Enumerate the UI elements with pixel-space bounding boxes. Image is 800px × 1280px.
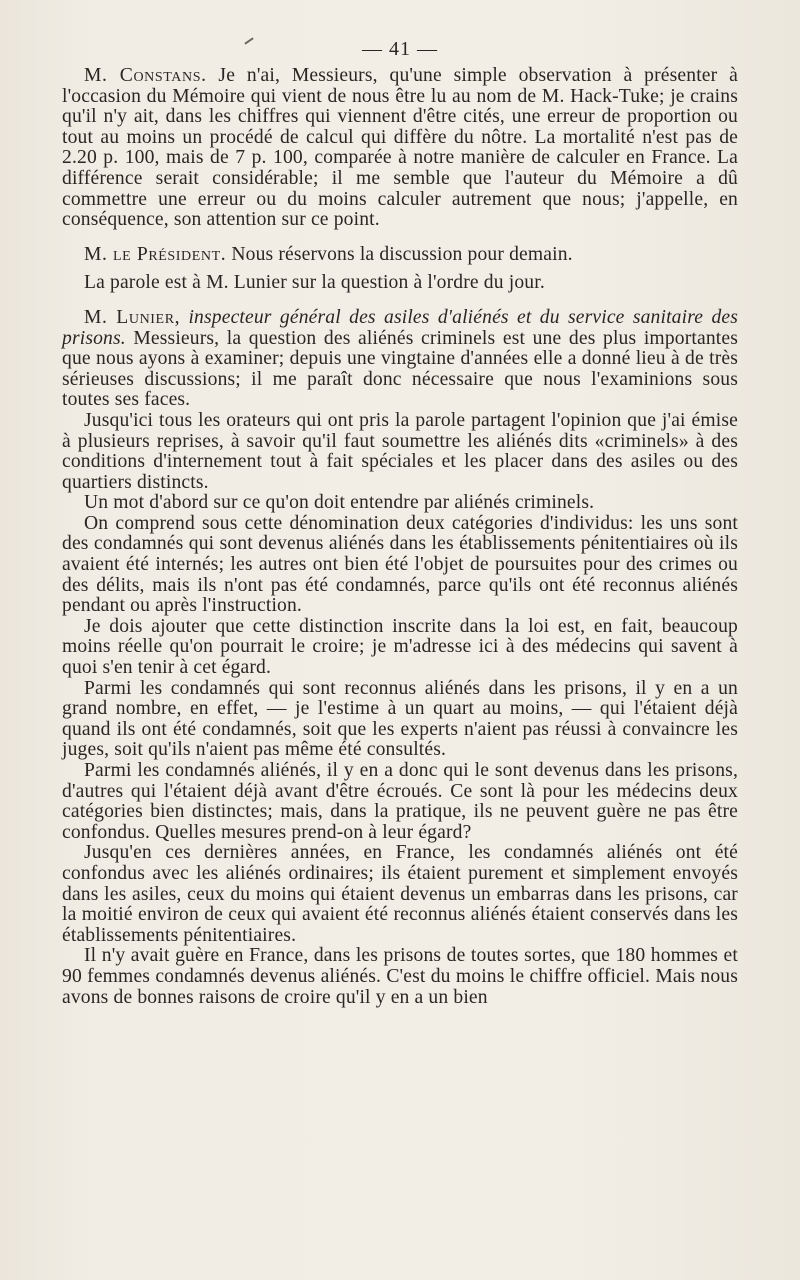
paragraph-parole (62, 273, 738, 294)
paragraph: Jusqu'en ces dernières années, en France, les condamnés aliénés ont été confondus avec les aliénés ordinaires; ils étaient purement et simplement envoyés dans les asiles, ceux du moins qui étaient devenus un embarras dans les prisons, car la moitié environ de ceux qui avaient été reconnus aliénés étaient conservés dans les établissements pénitentiaires. (62, 842, 738, 946)
body-text (62, 66, 738, 1008)
speaker-name: M. le Président. (84, 243, 227, 265)
speaker-title: inspecteur général des asiles d'aliénés et du service sanitaire des prisons. (62, 306, 739, 349)
paragraph: Un mot d'abord sur ce qu'on doit entendre par aliénés criminels. (84, 492, 595, 514)
paragraph: Je dois ajouter que cette distinction inscrite dans la loi est, en fait, beaucoup moins réelle qu'on pourrait le croire; je m'adresse ici à des médecins qui savent à quoi s'en tenir à cet égard. (62, 615, 738, 679)
paragraph: On comprend sous cette dénomination deux catégories d'individus: les uns sont des condamnés qui sont devenus aliénés dans les établissements pénitentiaires où ils avaient été internés; les autres ont bien été l'objet de poursuites pour des crimes ou des délits, mais ils n'ont pas été condamnés, parce qu'ils ont été reconnus aliénés pendant ou après l'instruction. (62, 512, 738, 617)
paragraph-text: Nous réservons la discussion pour demain. (226, 243, 573, 265)
paragraph-president (62, 245, 738, 266)
paragraph-lunier (62, 308, 738, 411)
paragraph-constans (62, 66, 738, 231)
speaker-name: M. Constans. (84, 65, 207, 86)
speaker-name: M. Lunier, (84, 306, 181, 328)
paragraph-text: La parole est à M. Lunier sur la question à l'ordre du jour. (84, 272, 545, 294)
paragraph-text: Je n'ai, Messieurs, qu'une simple observation à présenter à l'occasion du Mémoire qui vient de nous être lu au nom de M. Hack-Tuke; je crains qu'il n'y ait, dans les chiffres qui viennent d'être cités, une erreur de proportion ou tout au moins un procédé de calcul qui diffère du nôtre. La mortalité n'est pas de 2.20 p. 100, mais de 7 p. 100, comparée à notre manière de calculer en France. La différence serait considérable; il me semble que l'auteur du Mémoire a dû commettre une erreur ou du moins calculer autrement que nous; j'appelle, en conséquence, son attention sur ce point. (62, 65, 738, 231)
page-number: — 41 — (362, 38, 438, 60)
paragraph-text: Messieurs, la question des aliénés criminels est une des plus importantes que nous ayons à examiner; depuis une vingtaine d'années elle a donné lieu à de très sérieuses discussions; il me paraît donc nécessaire que nous l'examinions sous toutes ses faces. (62, 327, 738, 411)
paragraph: Il n'y avait guère en France, dans les prisons de toutes sortes, que 180 hommes et 90 femmes condamnés devenus aliénés. C'est du moins le chiffre officiel. Mais nous avons de bonnes raisons de croire qu'il y en a un bien (62, 945, 738, 1008)
paragraph: Jusqu'ici tous les orateurs qui ont pris la parole partagent l'opinion que j'ai émise à plusieurs reprises, à savoir qu'il faut soumettre les aliénés dits «criminels» à des conditions d'internement tout à fait spéciales et les placer dans des asiles ou des quartiers distincts. (62, 409, 738, 493)
paragraph: Parmi les condamnés aliénés, il y en a donc qui le sont devenus dans les prisons, d'autres qui l'étaient déjà avant d'être écroués. Ce sont là pour les médecins deux catégories bien distinctes; mais, dans la pratique, ils ne peuvent guère ne pas être confondus. Quelles mesures prend-on à leur égard? (62, 760, 738, 843)
paragraph: Parmi les condamnés qui sont reconnus aliénés dans les prisons, il y en a un grand nombre, en effet, — je l'estime à un quart au moins, — qui l'étaient déjà quand ils ont été condamnés, soit que les experts n'aient pas réussi à convaincre les juges, soit qu'ils n'aient pas même été consultés. (62, 677, 738, 761)
